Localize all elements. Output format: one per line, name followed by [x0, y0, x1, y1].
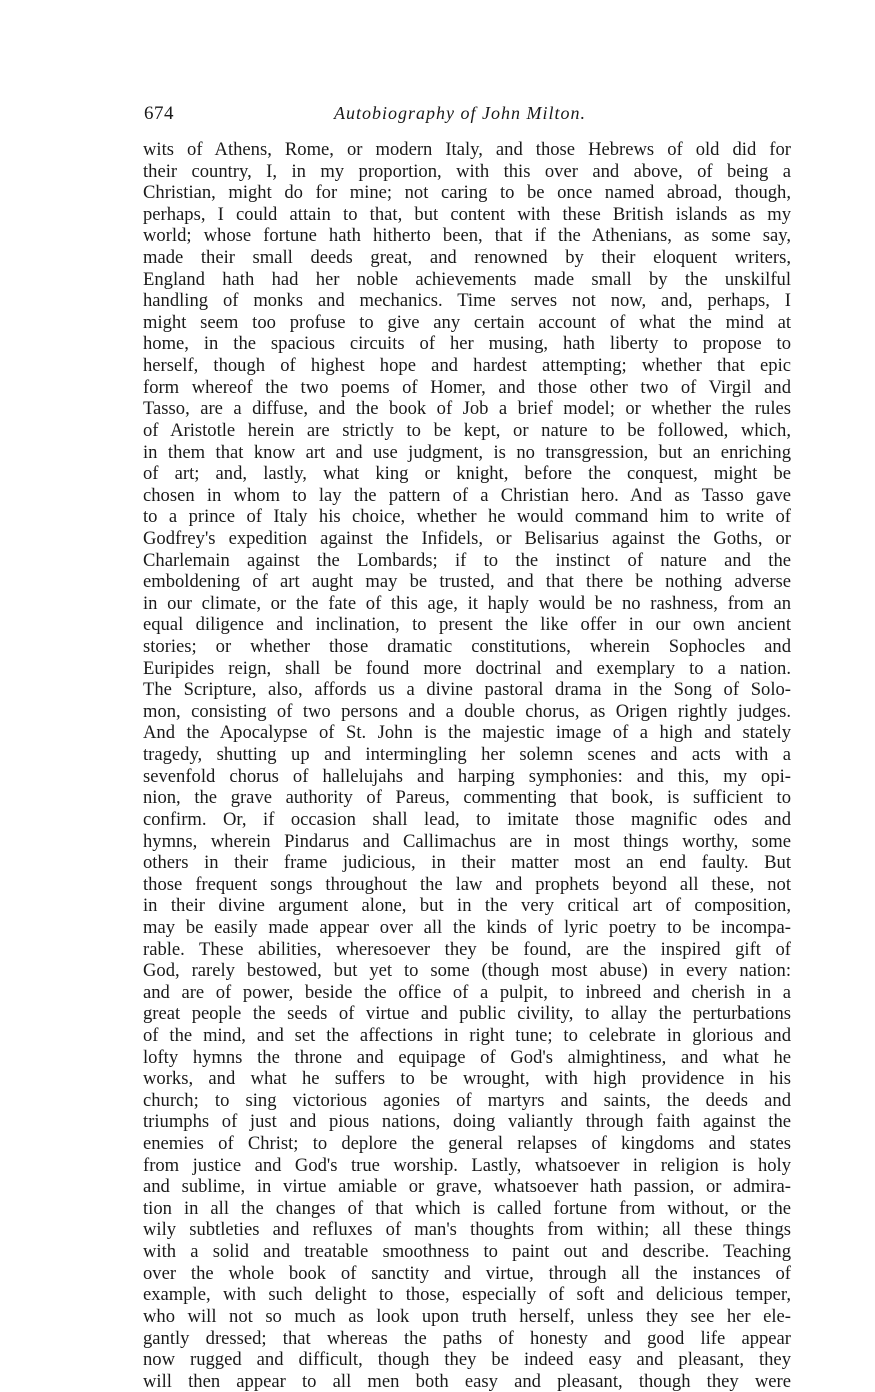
- text-line: herself, though of highest hope and hardest attempting; whether that epic: [143, 355, 791, 377]
- text-line: Christian, might do for mine; not caring to be once named abroad, though,: [143, 182, 791, 204]
- text-line: to a prince of Italy his choice, whether he would command him to write of: [143, 506, 791, 528]
- text-line: example, with such delight to those, especially of soft and delicious temper,: [143, 1284, 791, 1306]
- text-line: Godfrey's expedition against the Infidels, or Belisarius against the Goths, or: [143, 527, 791, 549]
- text-line: rable. These abilities, wheresoever they be found, are the inspired gift of: [143, 938, 791, 960]
- text-line: lofty hymns the throne and equipage of God's almightiness, and what he: [143, 1046, 791, 1068]
- text-line: sevenfold chorus of hallelujahs and harping symphonies: and this, my opi-: [143, 765, 791, 787]
- text-line: tragedy, shutting up and intermingling her solemn scenes and acts with a: [143, 744, 791, 766]
- text-line: chosen in whom to lay the pattern of a Christian hero. And as Tasso gave: [143, 484, 791, 506]
- text-line: in them that know art and use judgment, is no transgression, but an enriching: [143, 441, 791, 463]
- text-line: made their small deeds great, and renowned by their eloquent writers,: [143, 247, 791, 269]
- text-line: gantly dressed; that whereas the paths of honesty and good life appear: [143, 1327, 791, 1349]
- text-line: nion, the grave authority of Pareus, commenting that book, is sufficient to: [143, 787, 791, 809]
- text-line: form whereof the two poems of Homer, and those other two of Virgil and: [143, 376, 791, 398]
- text-line: hymns, wherein Pindarus and Callimachus are in most things worthy, some: [143, 830, 791, 852]
- text-line: those frequent songs throughout the law and prophets beyond all these, not: [143, 873, 791, 895]
- text-line: works, and what he suffers to be wrought, with high providence in his: [143, 1068, 791, 1090]
- text-line: mon, consisting of two persons and a double chorus, as Origen rightly judges.: [143, 700, 791, 722]
- text-line: England hath had her noble achievements made small by the unskilful: [143, 268, 791, 290]
- text-line: others in their frame judicious, in their matter most an end faulty. But: [143, 852, 791, 874]
- running-title: Autobiography of John Milton.: [334, 103, 586, 123]
- text-line: will then appear to all men both easy and pleasant, though they were: [143, 1370, 791, 1392]
- text-line: emboldening of art aught may be trusted, and that there be nothing adverse: [143, 571, 791, 593]
- text-line: home, in the spacious circuits of her musing, hath liberty to propose to: [143, 333, 791, 355]
- text-line: wily subtleties and refluxes of man's thoughts from within; all these things: [143, 1219, 791, 1241]
- text-line: God, rarely bestowed, but yet to some (though most abuse) in every nation:: [143, 960, 791, 982]
- text-line: perhaps, I could attain to that, but content with these British islands as my: [143, 203, 791, 225]
- text-line: confirm. Or, if occasion shall lead, to imitate those magnific odes and: [143, 808, 791, 830]
- text-line: Charlemain against the Lombards; if to the instinct of nature and the: [143, 549, 791, 571]
- text-line: in their divine argument alone, but in the very critical art of composition,: [143, 895, 791, 917]
- text-line: might seem too profuse to give any certain account of what the mind at: [143, 311, 791, 333]
- text-line: of the mind, and set the affections in right tune; to celebrate in glorious and: [143, 1024, 791, 1046]
- text-line: and are of power, beside the office of a pulpit, to inbreed and cherish in a: [143, 981, 791, 1003]
- text-line: who will not so much as look upon truth herself, unless they see her ele-: [143, 1305, 791, 1327]
- text-line: of Aristotle herein are strictly to be kept, or nature to be followed, which,: [143, 419, 791, 441]
- text-line: Euripides reign, shall be found more doctrinal and exemplary to a nation.: [143, 657, 791, 679]
- body-text: [143, 139, 791, 1392]
- text-line: in our climate, or the fate of this age, it haply would be no rashness, from an: [143, 592, 791, 614]
- text-line: of art; and, lastly, what king or knight, before the conquest, might be: [143, 463, 791, 485]
- text-line: may be easily made appear over all the kinds of lyric poetry to be incompa-: [143, 916, 791, 938]
- running-head: [144, 103, 794, 129]
- text-line: enemies of Christ; to deplore the general relapses of kingdoms and states: [143, 1133, 791, 1155]
- text-line: handling of monks and mechanics. Time serves not now, and, perhaps, I: [143, 290, 791, 312]
- text-line: from justice and God's true worship. Lastly, whatsoever in religion is holy: [143, 1154, 791, 1176]
- text-line: Tasso, are a diffuse, and the book of Job a brief model; or whether the rules: [143, 398, 791, 420]
- text-line: great people the seeds of virtue and public civility, to allay the perturbations: [143, 1003, 791, 1025]
- text-line: The Scripture, also, affords us a divine pastoral drama in the Song of Solo-: [143, 679, 791, 701]
- text-line: world; whose fortune hath hitherto been, that if the Athenians, as some say,: [143, 225, 791, 247]
- page-number: 674: [144, 103, 174, 124]
- text-line: stories; or whether those dramatic constitutions, wherein Sophocles and: [143, 636, 791, 658]
- text-line: church; to sing victorious agonies of martyrs and saints, the deeds and: [143, 1089, 791, 1111]
- text-line: triumphs of just and pious nations, doing valiantly through faith against the: [143, 1111, 791, 1133]
- text-line: their country, I, in my proportion, with this over and above, of being a: [143, 160, 791, 182]
- text-line: over the whole book of sanctity and virtue, through all the instances of: [143, 1262, 791, 1284]
- text-line: now rugged and difficult, though they be indeed easy and pleasant, they: [143, 1349, 791, 1371]
- text-line: with a solid and treatable smoothness to paint out and describe. Teaching: [143, 1241, 791, 1263]
- text-line: and sublime, in virtue amiable or grave, whatsoever hath passion, or admira-: [143, 1176, 791, 1198]
- text-line: tion in all the changes of that which is called fortune from without, or the: [143, 1197, 791, 1219]
- text-line: And the Apocalypse of St. John is the majestic image of a high and stately: [143, 722, 791, 744]
- text-line: equal diligence and inclination, to present the like offer in our own ancient: [143, 614, 791, 636]
- text-line: wits of Athens, Rome, or modern Italy, and those Hebrews of old did for: [143, 139, 791, 160]
